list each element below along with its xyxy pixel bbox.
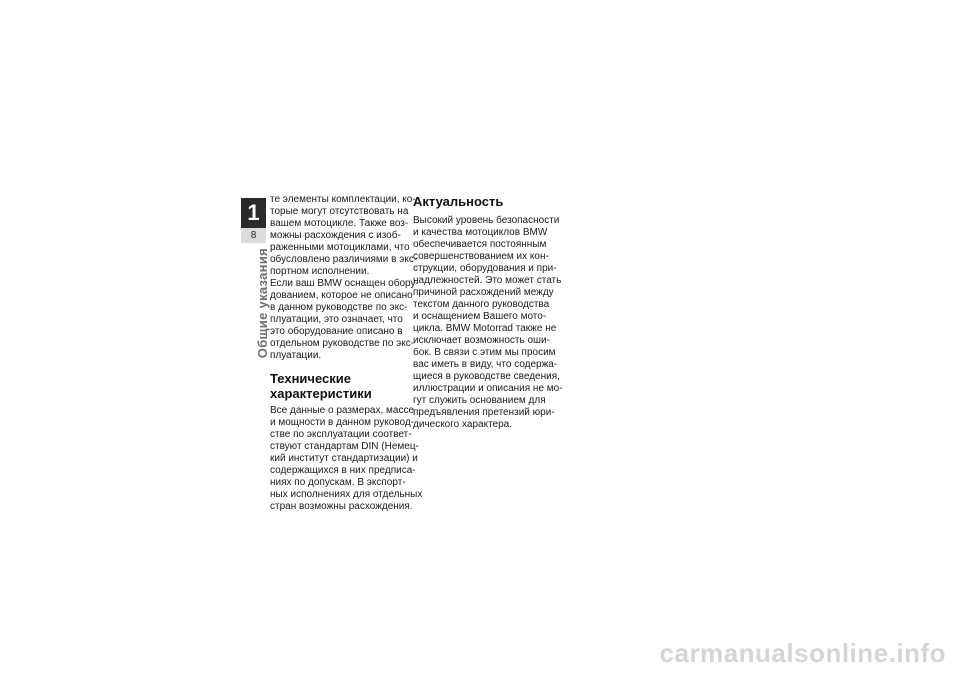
text-line: предъявления претензий юри- [413,407,555,418]
left-column [270,194,423,513]
text-line: вас иметь в виду, что содержа- [413,359,558,370]
text-line: в данном руководстве по экс- [270,302,408,313]
text-line: Все данные о размерах, массе [270,405,415,416]
text-line: плуатации, это означает, что [270,314,403,325]
text-line: Если ваш BMW оснащен обору- [270,278,419,289]
paragraph-separate-manual [270,278,419,362]
text-line: вашем мотоцикле. Также воз- [270,218,409,229]
text-line: текстом данного руководства [413,299,550,310]
right-column [413,194,563,431]
text-line: обеспечивается постоянным [413,239,547,250]
text-line: ниях по допускам. В экспорт- [270,477,406,488]
text-line: стве по эксплуатации соответ- [270,429,412,440]
heading-actuality: Актуальность [413,194,504,209]
text-line: совершенствованием их кон- [413,251,549,262]
text-line: щиеся в руководстве сведения, [413,371,560,382]
text-line: обусловлено различиями в экс- [270,254,418,265]
text-line: портном исполнении. [270,266,370,277]
text-line: надлежностей. Это может стать [413,275,562,286]
text-line: ствуют стандартам DIN (Немец- [270,441,419,452]
text-line: плуатации. [270,350,322,361]
text-line: дованием, которое не описано [270,290,413,301]
text-line: гут служить основанием для [413,395,546,406]
text-line: ных исполнениях для отдельных [270,489,423,500]
heading-technical-data [270,371,410,401]
text-line: это оборудование описано в [270,326,403,337]
text-line: отдельном руководстве по экс- [270,338,415,349]
chapter-number: 1 [241,198,266,228]
text-line: Высокий уровень безопасности [413,215,560,226]
text-line: струкции, оборудования и при- [413,263,557,274]
watermark: carmanualsonline.info [659,638,946,668]
text-line: дического характера. [413,419,512,430]
paragraph-equipment-variations [270,194,418,278]
text-line: причиной расхождений между [413,287,554,298]
text-line: и оснащением Вашего мото- [413,311,547,322]
text-line: те элементы комплектации, ко- [270,194,416,205]
text-line: иллюстрации и описания не мо- [413,383,563,394]
text-line: цикла. BMW Motorrad также не [413,323,557,334]
text-line: торые могут отсутствовать на [270,206,409,217]
text-line: бок. В связи с этим мы просим [413,347,556,358]
paragraph-actuality [413,215,563,431]
text-line: содержащихся в них предписа- [270,465,416,476]
heading-line: Технические [270,371,351,386]
page-number: 8 [241,228,266,243]
text-line: и мощности в данном руковод- [270,417,415,428]
section-side-label: Общие указания [255,248,270,359]
text-line: раженными мотоциклами, что [270,242,410,253]
paragraph-din-standards [270,405,423,513]
text-line: стран возможны расхождения. [270,501,413,512]
text-line: исключает возможность оши- [413,335,550,346]
heading-line: характеристики [270,386,372,401]
text-line: и качества мотоциклов BMW [413,227,548,238]
chapter-tab [241,198,266,243]
text-line: кий институт стандартизации) и [270,453,418,464]
text-line: можны расхождения с изоб- [270,230,401,241]
